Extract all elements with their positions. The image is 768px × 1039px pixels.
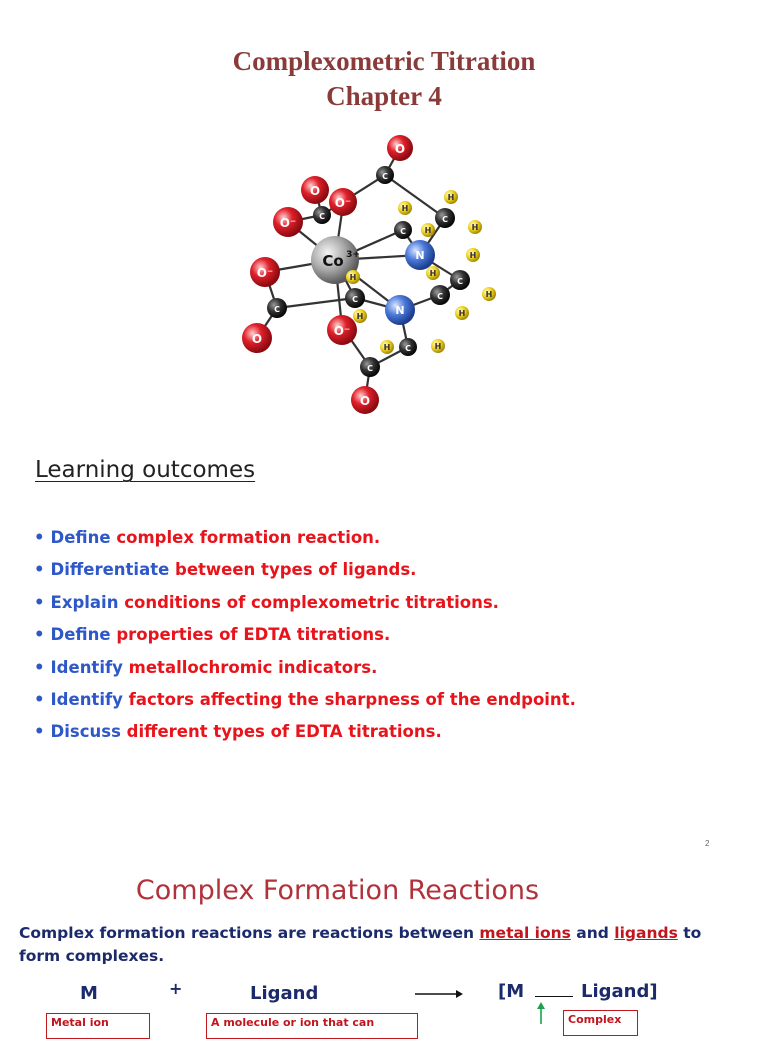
- cobalt-edta-complex-icon: [225, 130, 515, 415]
- outcome-text: conditions of complexometric titrations.: [124, 592, 499, 612]
- outcome-text: complex formation reaction.: [116, 528, 381, 547]
- svg-text:O: O: [251, 332, 263, 346]
- svg-text:H: H: [469, 251, 477, 260]
- coordinate-bond: [535, 996, 573, 997]
- svg-text:H: H: [401, 204, 409, 213]
- svg-text:3+: 3+: [346, 250, 360, 260]
- svg-text:H: H: [356, 312, 364, 321]
- svg-text:O: O: [309, 184, 321, 198]
- svg-text:C: C: [442, 215, 448, 224]
- page-number: 2: [705, 839, 710, 848]
- chapter-label: Chapter 4: [326, 81, 442, 111]
- svg-text:C: C: [382, 172, 388, 181]
- bullet: •: [34, 657, 45, 677]
- svg-text:C: C: [319, 212, 325, 221]
- slide-title: Complexometric Titration: [232, 46, 536, 76]
- ligands-term: ligands: [614, 924, 678, 942]
- outcome-verb: Discuss: [50, 722, 121, 742]
- svg-text:H: H: [429, 269, 437, 278]
- complex-ligand: Ligand]: [581, 981, 658, 1002]
- ligand-symbol: Ligand: [250, 983, 319, 1004]
- svg-text:N: N: [395, 304, 405, 317]
- intro-text: Complex formation reactions are reactions between: [19, 924, 480, 942]
- complex-open: [M: [498, 981, 525, 1002]
- outcome-verb: Differentiate: [50, 560, 170, 580]
- outcome-verb: Identify: [50, 689, 123, 709]
- ligand-definition-box: A molecule or ion that can: [206, 1013, 418, 1039]
- learning-outcomes-list: [34, 525, 576, 752]
- svg-text:C: C: [457, 277, 463, 286]
- outcome-text: different types of EDTA titrations.: [126, 722, 442, 742]
- outcome-item: [34, 655, 576, 687]
- bullet: •: [34, 560, 45, 580]
- outcome-text: properties of EDTA titrations.: [116, 625, 391, 645]
- outcome-verb: Identify: [50, 657, 123, 677]
- bullet: •: [34, 592, 45, 612]
- outcome-text: factors affecting the sharpness of the endpoint.: [128, 689, 576, 709]
- svg-text:H: H: [349, 273, 357, 282]
- green-arrow-icon: [535, 1002, 547, 1024]
- svg-text:H: H: [383, 343, 391, 352]
- svg-text:Co: Co: [322, 252, 344, 270]
- bullet: •: [34, 689, 45, 709]
- outcome-verb: Explain: [50, 592, 119, 612]
- svg-text:O: O: [359, 394, 371, 408]
- svg-text:N: N: [415, 249, 425, 262]
- outcome-item: [34, 622, 576, 654]
- svg-text:O⁻: O⁻: [333, 324, 351, 338]
- metal-ion-box: Metal ion: [46, 1013, 150, 1039]
- intro-paragraph: [19, 922, 719, 968]
- svg-text:O⁻: O⁻: [279, 216, 297, 230]
- svg-text:H: H: [471, 223, 479, 232]
- svg-text:C: C: [367, 364, 373, 373]
- complex-box: Complex: [563, 1010, 638, 1036]
- svg-text:H: H: [485, 290, 493, 299]
- plus-sign: +: [169, 979, 183, 998]
- outcome-item: [34, 557, 576, 589]
- outcome-text: between types of ligands.: [175, 560, 417, 580]
- svg-text:H: H: [424, 226, 432, 235]
- slide-complex-formation: [0, 860, 768, 1029]
- reaction-arrow: [414, 988, 464, 1000]
- svg-text:C: C: [400, 227, 406, 236]
- bullet: •: [34, 722, 45, 742]
- svg-text:O⁻: O⁻: [334, 196, 352, 210]
- outcome-item: [34, 525, 576, 557]
- outcome-item: [34, 687, 576, 719]
- svg-text:H: H: [434, 342, 442, 351]
- outcome-item: [34, 590, 576, 622]
- svg-text:H: H: [447, 193, 455, 202]
- bullet: •: [34, 528, 45, 547]
- slide-title: Complex Formation Reactions: [135, 875, 540, 906]
- intro-text: to form complexes.: [19, 924, 702, 965]
- metal-symbol: M: [80, 983, 98, 1004]
- svg-text:H: H: [458, 309, 466, 318]
- svg-text:O: O: [394, 142, 406, 156]
- outcome-text: metallochromic indicators.: [128, 657, 378, 677]
- svg-text:C: C: [352, 295, 358, 304]
- outcome-item: [34, 719, 576, 751]
- outcome-verb: Define: [50, 625, 111, 645]
- svg-text:O⁻: O⁻: [256, 266, 274, 280]
- bullet: •: [34, 625, 45, 645]
- outcome-verb: Define: [50, 528, 111, 547]
- svg-text:C: C: [405, 344, 411, 353]
- svg-text:C: C: [437, 292, 443, 301]
- metal-ions-term: metal ions: [479, 924, 571, 942]
- learning-outcomes-heading: Learning outcomes: [35, 457, 256, 483]
- svg-text:C: C: [274, 305, 280, 314]
- intro-text: and: [570, 924, 615, 942]
